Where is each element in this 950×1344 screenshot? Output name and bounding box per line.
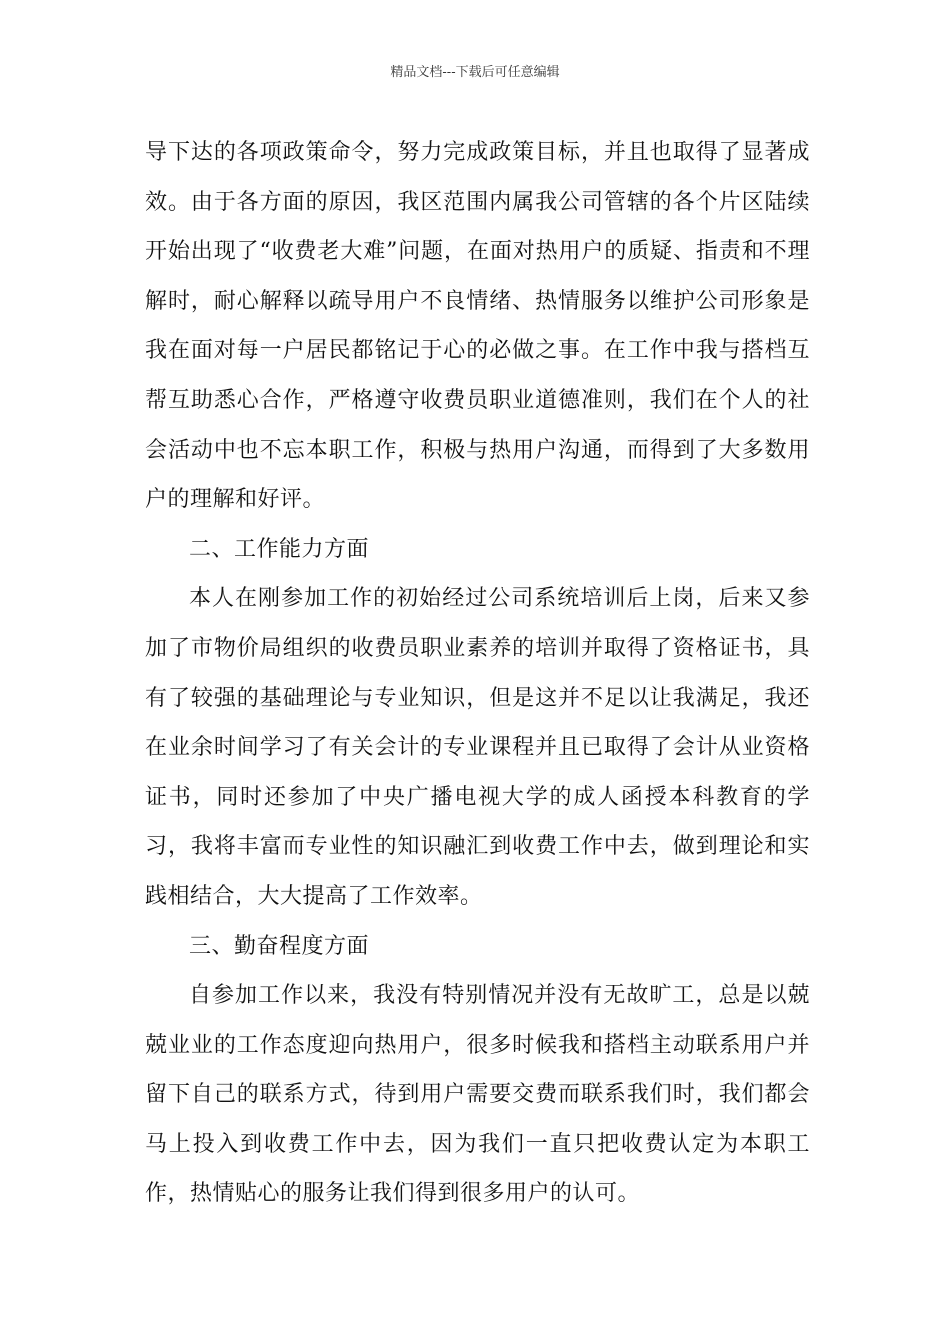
page-header: 精品文档---下载后可任意编辑 <box>390 65 560 80</box>
section-heading-work-ability: 二、工作能力方面 <box>189 536 370 562</box>
document-body <box>145 128 810 1219</box>
section-heading-diligence: 三、勤奋程度方面 <box>189 933 370 959</box>
paragraph-work-attitude-continued: 导下达的各项政策命令，努力完成政策目标，并且也取得了显著成效。由于各方面的原因，我区范围内属我公司管辖的各个片区陆续开始出现了“收费老大难”问题，在面对热用户的质疑、指责和不理解时，耐心解释以疏导用户不良情绪、热情服务以维护公司形象是我在面对每一户居民都铭记于心的必做之事。在工作中我与搭档互帮互助悉心合作，严格遵守收费员职业道德准则，我们在个人的社会活动中也不忘本职工作，积极与热用户沟通，而得到了大多数用户的理解和好评。 <box>145 140 810 513</box>
paragraph-diligence: 自参加工作以来，我没有特别情况并没有无故旷工，总是以兢兢业业的工作态度迎向热用户，很多时候我和搭档主动联系用户并留下自己的联系方式，待到用户需要交费而联系我们时，我们都会马上投入到收费工作中去，因为我们一直只把收费认定为本职工作，热情贴心的服务让我们得到很多用户的认可。 <box>145 983 810 1207</box>
paragraph-work-ability: 本人在刚参加工作的初始经过公司系统培训后上岗，后来又参加了市物价局组织的收费员职业素养的培训并取得了资格证书，具有了较强的基础理论与专业知识，但是这并不足以让我满足，我还在业余时间学习了有关会计的专业课程并且已取得了会计从业资格证书，同时还参加了中央广播电视大学的成人函授本科教育的学习，我将丰富而专业性的知识融汇到收费工作中去，做到理论和实践相结合，大大提高了工作效率。 <box>145 586 810 909</box>
